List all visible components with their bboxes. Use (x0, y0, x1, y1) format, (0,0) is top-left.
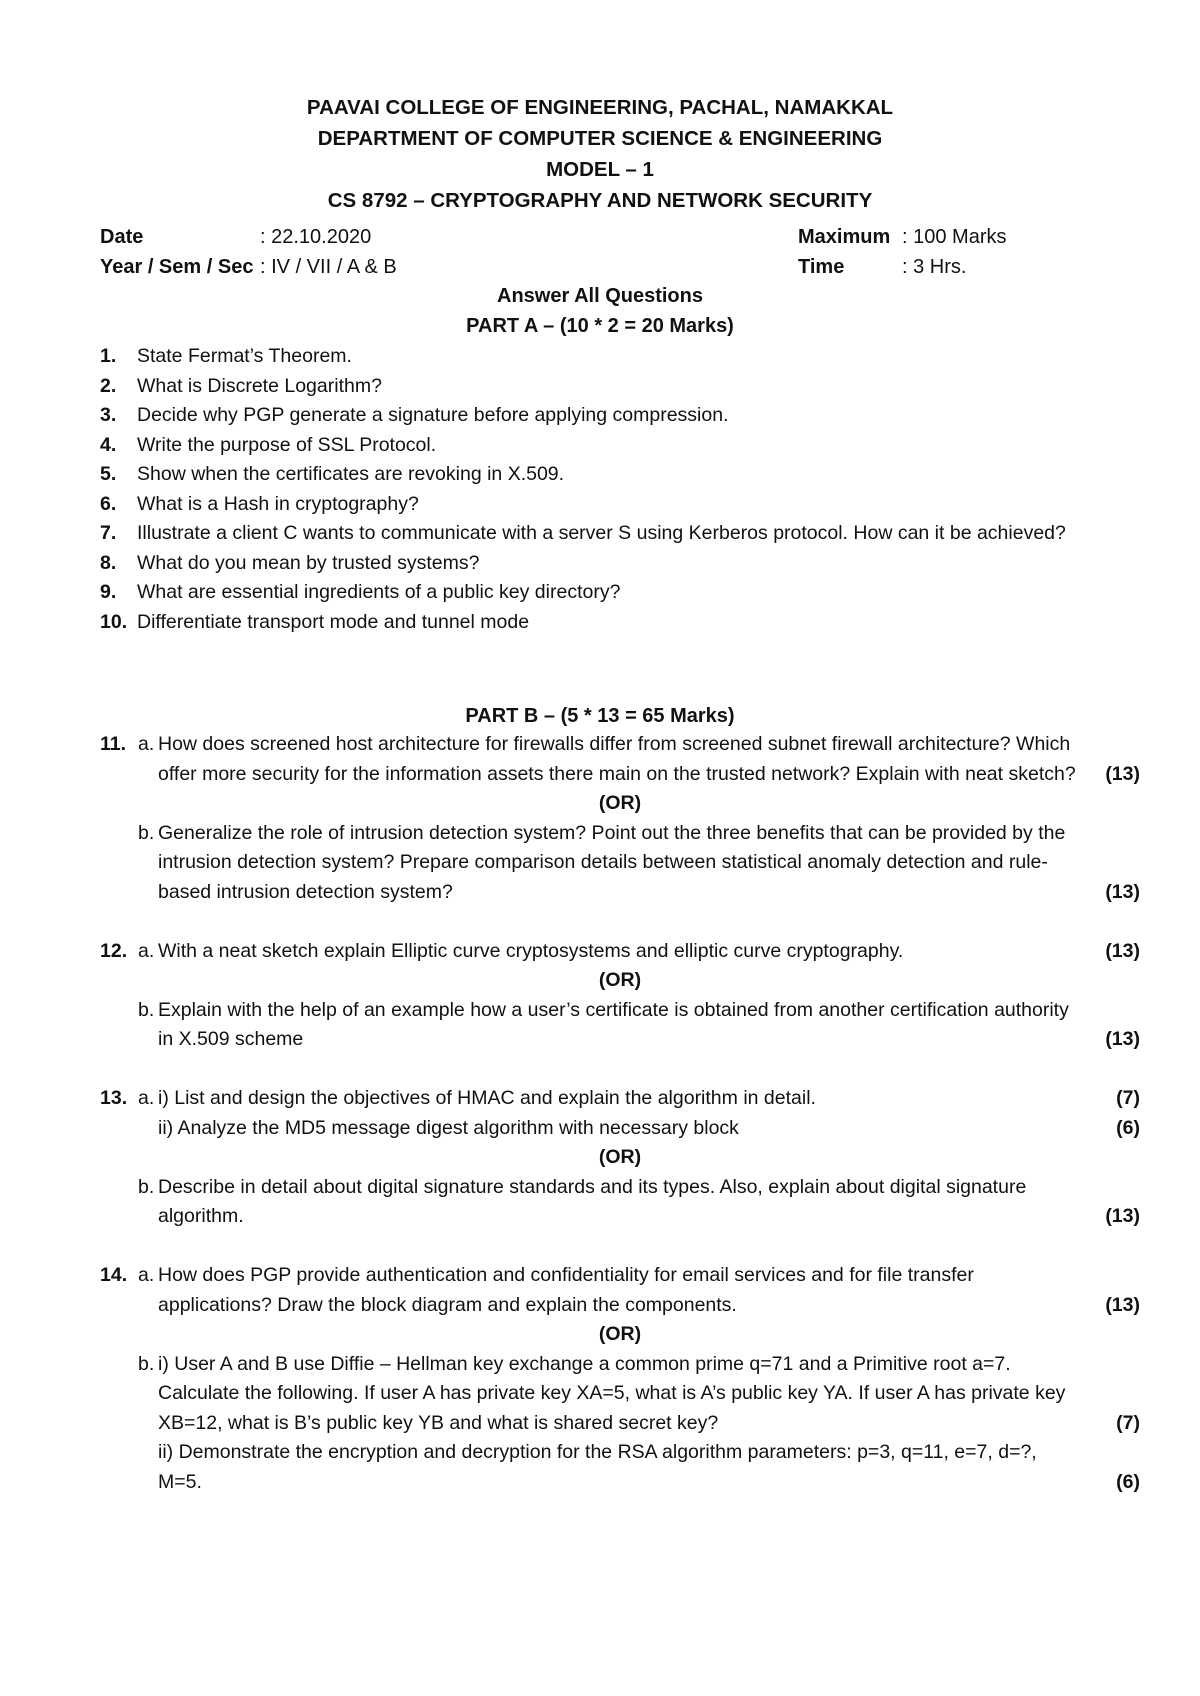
date-label: Date (100, 226, 144, 248)
question-number: 4. (100, 433, 117, 456)
max-marks-value: : 100 Marks (902, 226, 1007, 248)
marks: (13) (1105, 1205, 1140, 1227)
option-label: b. (138, 1352, 155, 1375)
meta-row-year (100, 252, 1140, 282)
option-label: b. (138, 1175, 155, 1198)
question-number: 11. (100, 733, 127, 755)
marks: (13) (1105, 1293, 1140, 1316)
list-item (100, 401, 1140, 431)
question-text: Differentiate transport mode and tunnel mode (137, 610, 530, 633)
question-11b (100, 819, 1140, 908)
question-text: ii) Demonstrate the encryption and decryption for the RSA algorithm parameters: p=3, q=11, e=7, d=?, M=5. (158, 1441, 1037, 1493)
question-12b (100, 996, 1140, 1055)
exam-name: MODEL – 1 (546, 158, 654, 181)
question-number: 8. (100, 551, 117, 574)
option-label: a. (138, 1087, 155, 1109)
option-label: a. (138, 733, 155, 755)
exam-header (0, 92, 1200, 216)
or-separator: (OR) (598, 1323, 642, 1345)
list-item (100, 549, 1140, 579)
course-title: CS 8792 – CRYPTOGRAPHY AND NETWORK SECURITY (327, 189, 873, 212)
question-13a-ii (100, 1114, 1140, 1144)
question-12a (100, 937, 1140, 967)
or-separator: (OR) (598, 969, 642, 991)
option-label: a. (138, 1264, 155, 1286)
question-text: i) List and design the objectives of HMAC and explain the algorithm in detail. (158, 1087, 816, 1109)
question-14 (100, 1261, 1140, 1497)
part-a-list (100, 342, 1140, 637)
date-value: : 22.10.2020 (260, 226, 372, 248)
max-marks-label: Maximum (798, 226, 891, 248)
question-text: Describe in detail about digital signature standards and its types. Also, explain about digital signature algorithm. (158, 1175, 1027, 1227)
option-label: b. (138, 821, 155, 844)
part-b-heading (0, 701, 1200, 731)
option-label: b. (138, 998, 155, 1021)
list-item (100, 460, 1140, 490)
instructions: Answer All Questions (497, 285, 703, 307)
part-b-title: PART B – (5 * 13 = 65 Marks) (465, 705, 735, 727)
question-11 (100, 730, 1140, 907)
question-number: 2. (100, 374, 117, 397)
question-text: With a neat sketch explain Elliptic curve cryptosystems and elliptic curve cryptography. (158, 939, 904, 962)
list-item (100, 490, 1140, 520)
marks: (7) (1116, 1087, 1140, 1109)
question-number: 6. (100, 492, 117, 515)
list-item (100, 578, 1140, 608)
question-11a (100, 730, 1140, 789)
question-text: Explain with the help of an example how a user’s certificate is obtained from another certification authority in X.509 scheme (158, 998, 1069, 1050)
question-number: 13. (100, 1087, 128, 1109)
or-separator: (OR) (598, 1146, 642, 1168)
marks: (6) (1116, 1470, 1140, 1493)
question-text: What is Discrete Logarithm? (137, 374, 382, 397)
question-text: What are essential ingredients of a public key directory? (137, 581, 621, 603)
marks: (13) (1105, 762, 1140, 785)
question-number: 5. (100, 463, 117, 485)
question-text: i) User A and B use Diffie – Hellman key exchange a common prime q=71 and a Primitive root a=7. Calculate the following. If user A has private key XA=5, what is A’s public key YA. If user A has private key XB=12, what is B’s public key YB and what is shared secret key? (158, 1352, 1066, 1434)
marks: (13) (1105, 939, 1140, 962)
question-13 (100, 1084, 1140, 1232)
option-label: a. (138, 939, 155, 962)
question-text: Write the purpose of SSL Protocol. (137, 433, 437, 456)
question-text: What do you mean by trusted systems? (137, 551, 480, 574)
exam-meta (100, 222, 1140, 282)
list-item (100, 372, 1140, 402)
list-item (100, 608, 1140, 638)
question-number: 10. (100, 610, 128, 633)
question-text: Generalize the role of intrusion detection system? Point out the three benefits that can be provided by the intrusion detection system? Prepare comparison details between statistical anomaly detection and rule-based intrusion detection system? (158, 821, 1066, 903)
list-item (100, 519, 1140, 549)
marks: (13) (1105, 880, 1140, 903)
year-sem-sec-label: Year / Sem / Sec (100, 256, 254, 278)
question-12 (100, 937, 1140, 1055)
list-item (100, 342, 1140, 372)
time-label: Time (798, 256, 845, 278)
time-value: : 3 Hrs. (902, 256, 967, 278)
question-14a (100, 1261, 1140, 1320)
or-separator: (OR) (598, 792, 642, 814)
question-number: 1. (100, 345, 117, 367)
question-number: 3. (100, 404, 117, 426)
part-b-list (100, 730, 1140, 1497)
question-number: 7. (100, 522, 117, 544)
college-name: PAAVAI COLLEGE OF ENGINEERING, PACHAL, NAMAKKAL (306, 96, 894, 119)
meta-row-date (100, 222, 1140, 252)
question-text: State Fermat’s Theorem. (137, 345, 352, 367)
question-13b (100, 1173, 1140, 1232)
question-text: ii) Analyze the MD5 message digest algorithm with necessary block (158, 1116, 739, 1139)
question-number: 14. (100, 1264, 128, 1286)
instructions-block (0, 281, 1200, 341)
question-14b-i (100, 1350, 1140, 1439)
question-text: How does PGP provide authentication and confidentiality for email services and for file transfer applications? Draw the block diagram and explain the components. (158, 1264, 974, 1316)
question-number: 9. (100, 581, 117, 603)
part-a-title: PART A – (10 * 2 = 20 Marks) (466, 315, 734, 337)
marks: (13) (1105, 1028, 1140, 1050)
marks: (6) (1116, 1116, 1140, 1139)
question-text: Illustrate a client C wants to communicate with a server S using Kerberos protocol. How can it be achieved? (137, 522, 1066, 544)
department-name: DEPARTMENT OF COMPUTER SCIENCE & ENGINEERING (317, 127, 883, 150)
question-text: Show when the certificates are revoking in X.509. (137, 463, 565, 485)
question-text: How does screened host architecture for firewalls differ from screened subnet firewall architecture? Which offer more security for the information assets there main on the trusted network? Explain with neat sketch? (158, 733, 1076, 785)
question-14b-ii (100, 1438, 1140, 1497)
question-text: What is a Hash in cryptography? (137, 492, 419, 515)
question-text: Decide why PGP generate a signature before applying compression. (137, 404, 729, 426)
marks: (7) (1116, 1411, 1140, 1434)
list-item (100, 431, 1140, 461)
question-13a-i (100, 1084, 1140, 1114)
question-number: 12. (100, 939, 128, 962)
year-sem-sec-value: : IV / VII / A & B (260, 256, 397, 278)
